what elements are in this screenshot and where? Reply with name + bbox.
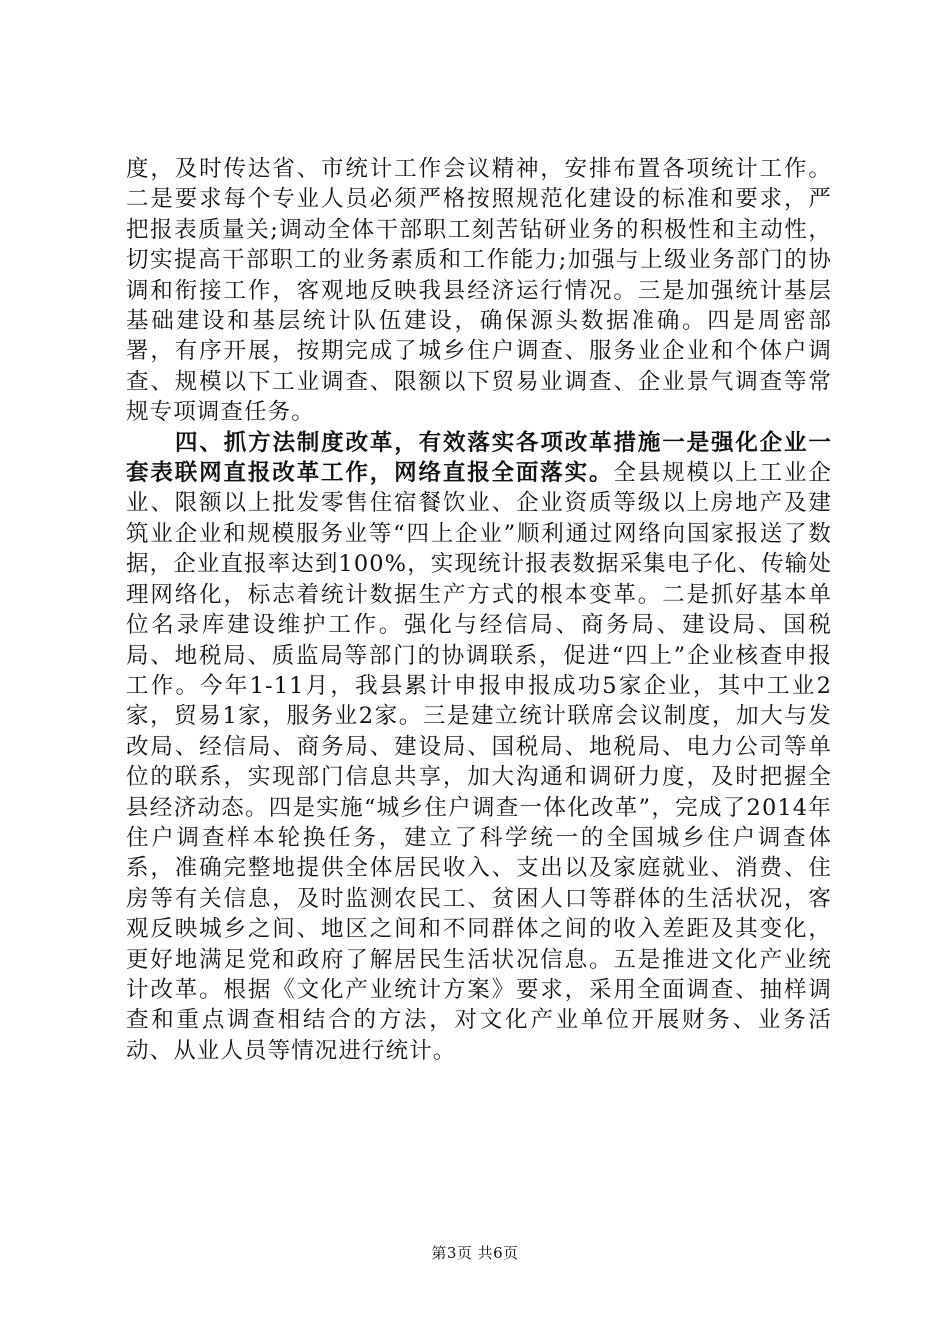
paragraph-section-four: [126, 428, 832, 1067]
section-heading: 四、抓方法制度改革，有效落实各项改革措施一是强化企业一套表联网直报改革工作，网络直报全面落实。: [126, 429, 832, 487]
section-body-text: 全县规模以上工业企业、限额以上批发零售住宿餐饮业、企业资质等级以上房地产及建筑业企业和规模服务业等“四上企业”顺利通过网络向国家报送了数据，企业直报率达到100%，实现统计报表数据采集电子化、传输处理网络化，标志着统计数据生产方式的根本变革。二是抓好基本单位名录库建设维护工作。强化与经信局、商务局、建设局、国税局、地税局、质监局等部门的协调联系，促进“四上”企业核查申报工作。今年1-11月，我县累计申报申报成功5家企业，其中工业2家，贸易1家，服务业2家。三是建立统计联席会议制度，加大与发改局、经信局、商务局、建设局、国税局、地税局、电力公司等单位的联系，实现部门信息共享，加大沟通和调研力度，及时把握全县经济动态。四是实施“城乡住户调查一体化改革”，完成了2014年住户调查样本轮换任务，建立了科学统一的全国城乡住户调查体系，准确完整地提供全体居民收入、支出以及家庭就业、消费、住房等有关信息，及时监测农民工、贫困人口等群体的生活状况，客观反映城乡之间、地区之间和不同群体之间的收入差距及其变化，更好地满足党和政府了解居民生活状况信息。五是推进文化产业统计改革。根据《文化产业统计方案》要求，采用全面调查、抽样调查和重点调查相结合的方法，对文化产业单位开展财务、业务活动、从业人员等情况进行统计。: [126, 460, 832, 1064]
page-number-footer: 第3页 共6页: [431, 1244, 519, 1262]
document-body: [126, 154, 832, 1066]
paragraph-continuation: 度，及时传达省、市统计工作会议精神，安排布置各项统计工作。二是要求每个专业人员必须严格按照规范化建设的标准和要求，严把报表质量关;调动全体干部职工刻苦钻研业务的积极性和主动性，切实提高干部职工的业务素质和工作能力;加强与上级业务部门的协调和衔接工作，客观地反映我县经济运行情况。三是加强统计基层基础建设和基层统计队伍建设，确保源头数据准确。四是周密部署，有序开展，按期完成了城乡住户调查、服务业企业和个体户调查、规模以下工业调查、限额以下贸易业调查、企业景气调查等常规专项调查任务。: [126, 156, 832, 426]
